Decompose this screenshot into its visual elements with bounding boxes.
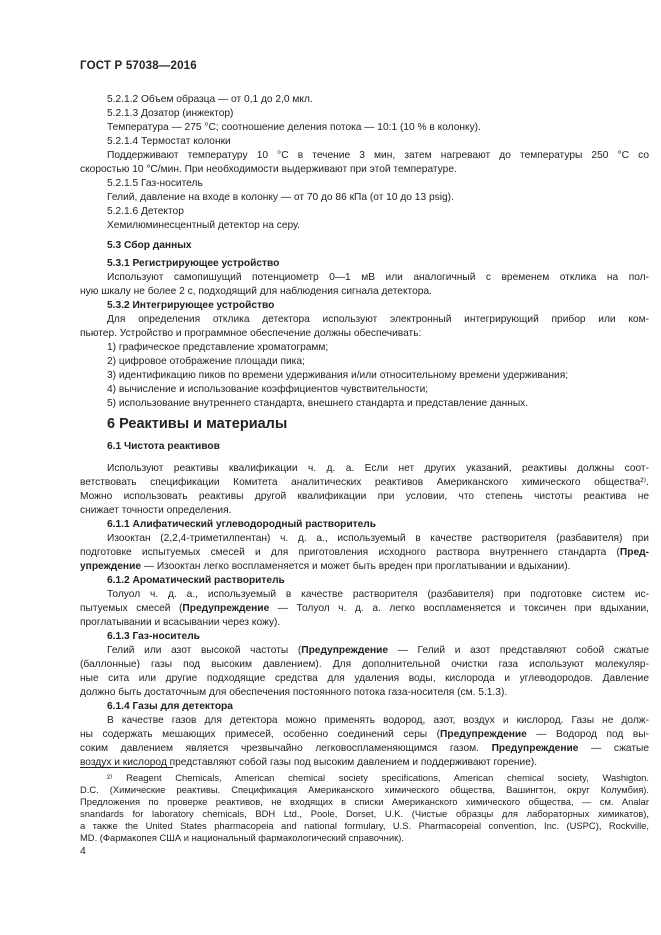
text-line: 3) идентификацию пиков по времени удерживания и/или относительному времени удерживания; xyxy=(107,370,569,381)
footnote-rule xyxy=(80,767,173,768)
footnote-line: а также the United States pharmacopeia and national formulary, U.S. Pharmacopeial convention, Inc. (USPC), Rockville, xyxy=(80,820,649,831)
text-line: Гелий или азот высокой частоты (Предупреждение — Гелий и азот представляют собой сжатые xyxy=(107,645,649,656)
document-header: ГОСТ Р 57038—2016 xyxy=(80,60,197,72)
section-heading: 6 Реактивы и материалы xyxy=(107,416,288,432)
text-line: ны содержать мешающих примесей, особенно соединений серы (Предупреждение — Водород под вы- xyxy=(80,729,650,740)
text-line: 5.2.1.3 Дозатор (инжектор) xyxy=(107,108,234,119)
footnote-line: snandards for laboratory chemicals, BDH Ltd., Poole, Dorset, U.K. (Чистые образцы для лабораторных химикатов), xyxy=(80,808,649,819)
text-line: Толуол ч. д. а., используемый в качестве растворителя (разбавителя) при подготовке систем ис- xyxy=(107,589,649,600)
text-line: 5.2.1.2 Объем образца — от 0,1 до 2,0 мкл. xyxy=(107,94,313,105)
text-line: Гелий, давление на входе в колонку — от 70 до 86 кПа (от 10 до 13 psig). xyxy=(107,192,454,203)
section-heading: 6.1.1 Алифатический углеводородный растворитель xyxy=(107,519,377,530)
text-line: должно быть достаточным для обеспечения постоянного потока газа-носителя (см. 5.1.3). xyxy=(80,687,508,698)
text-line: 2) цифровое отображение площади пика; xyxy=(107,356,305,367)
text-line: 1) графическое представление хроматограмм; xyxy=(107,342,329,353)
text-line: воздух и кислород представляют собой газы под высоким давлением и поддерживают горение). xyxy=(80,757,538,768)
text-line: упреждение — Изооктан легко воспламеняется и может быть вреден при проглатывании и вдыхании). xyxy=(80,561,571,572)
text-line: 4) вычисление и использование коэффициентов чувствительности; xyxy=(107,384,429,395)
warning-keyword: Предупреждение xyxy=(301,645,389,656)
footnote-line: D.C. (Химические реактивы. Спецификация Американского химического общества, Вашингтон, округ Колумбия). xyxy=(80,784,649,795)
text-line: 5.2.1.5 Газ-носитель xyxy=(107,178,203,189)
text-line: ные сита или другие подходящие средства для удаления воды, кислорода и углеводородов. Давление xyxy=(80,673,649,684)
section-heading: 6.1.3 Газ-носитель xyxy=(107,631,200,642)
text-line: скоростью 10 °С/мин. При необходимости выдерживают при этой температуре. xyxy=(80,164,457,175)
text-line: Используют самопишущий потенциометр 0—1 мВ или аналогичный с временем отклика на пол- xyxy=(107,272,649,283)
footnote-line: Предложения по проверке реактивов, не входящих в списки Американского химического общества, — см. Analar xyxy=(80,796,649,807)
footnote-line: ²⁾ Reagent Chemicals, American chemical society specifications, American chemical society, Washigton. xyxy=(107,772,649,783)
section-heading: 6.1 Чистота реактивов xyxy=(107,441,220,452)
text-line: 5.2.1.4 Термостат колонки xyxy=(107,136,231,147)
section-heading: 5.3.1 Регистрирующее устройство xyxy=(107,258,280,269)
text-line: Поддерживают температуру 10 °С в течение 3 мин, затем нагревают до температуры 250 °С со xyxy=(107,150,649,161)
warning-keyword: Предупреждение xyxy=(491,743,579,754)
text-line: Хемилюминесцентный детектор на серу. xyxy=(107,220,300,231)
text-line: 5.2.1.6 Детектор xyxy=(107,206,184,217)
text-line: Для определения отклика детектора используют электронный интегрирующий прибор или ком- xyxy=(107,314,649,325)
warning-keyword: Предупреждение xyxy=(440,729,527,740)
section-heading: 5.3.2 Интегрирующее устройство xyxy=(107,300,275,311)
warning-keyword: Пред- xyxy=(619,547,649,558)
text-line: пьютер. Устройство и программное обеспечение должны обеспечивать: xyxy=(80,328,422,339)
section-heading: 5.3 Сбор данных xyxy=(107,240,192,251)
text-line: ную шкалу не более 2 с, подходящий для наблюдения сигнала детектора. xyxy=(80,286,432,297)
warning-keyword: Предупреждение xyxy=(182,603,270,614)
text-line: подготовке испытуемых смесей и для приготовления исходного раствора внутреннего стандарта (Пред- xyxy=(80,547,649,558)
text-line: соким давлением является чрезвычайно легковоспламеняющимся газом. Предупреждение — сжатые xyxy=(80,743,649,754)
page-number: 4 xyxy=(80,845,86,857)
text-line: Температура — 275 °С; соотношение деления потока — 10:1 (10 % в колонку). xyxy=(107,122,481,133)
footnote-line: MD. (Фармакопея США и национальный фармакологический справочник). xyxy=(80,832,404,843)
text-line: В качестве газов для детектора можно применять водород, азот, воздух и кислород. Газы не долж- xyxy=(107,715,649,726)
text-line: пытуемых смесей (Предупреждение — Толуол ч. д. а. легко воспламеняется и токсичен при вдыхании, xyxy=(80,603,650,614)
section-heading: 6.1.2 Ароматический растворитель xyxy=(107,575,285,586)
text-line: проглатывании и всасывании через кожу). xyxy=(80,617,281,628)
text-line: 5) использование внутреннего стандарта, внешнего стандарта и представление данных. xyxy=(107,398,529,409)
text-line: Изооктан (2,2,4-триметилпентан) ч. д. а., используемый в качестве растворителя (разбавителя) при xyxy=(107,533,649,544)
text-line: Используют реактивы квалификации ч. д. а. Если нет других указаний, реактивы должны соот- xyxy=(107,463,649,474)
text-line: (баллонные) газы под высоким давлением). Для дополнительной очистки газа используют молекуляр- xyxy=(80,659,649,670)
warning-keyword: упреждение xyxy=(80,561,142,572)
text-line: снижает точности определения. xyxy=(80,505,232,516)
text-line: Можно использовать реактивы другой квалификации при условии, что степень чистоты реактива не xyxy=(80,491,649,502)
text-line: ветствовать спецификации Комитета аналитических реактивов Американского химического общества²⁾. xyxy=(80,477,649,488)
section-heading: 6.1.4 Газы для детектора xyxy=(107,701,233,712)
